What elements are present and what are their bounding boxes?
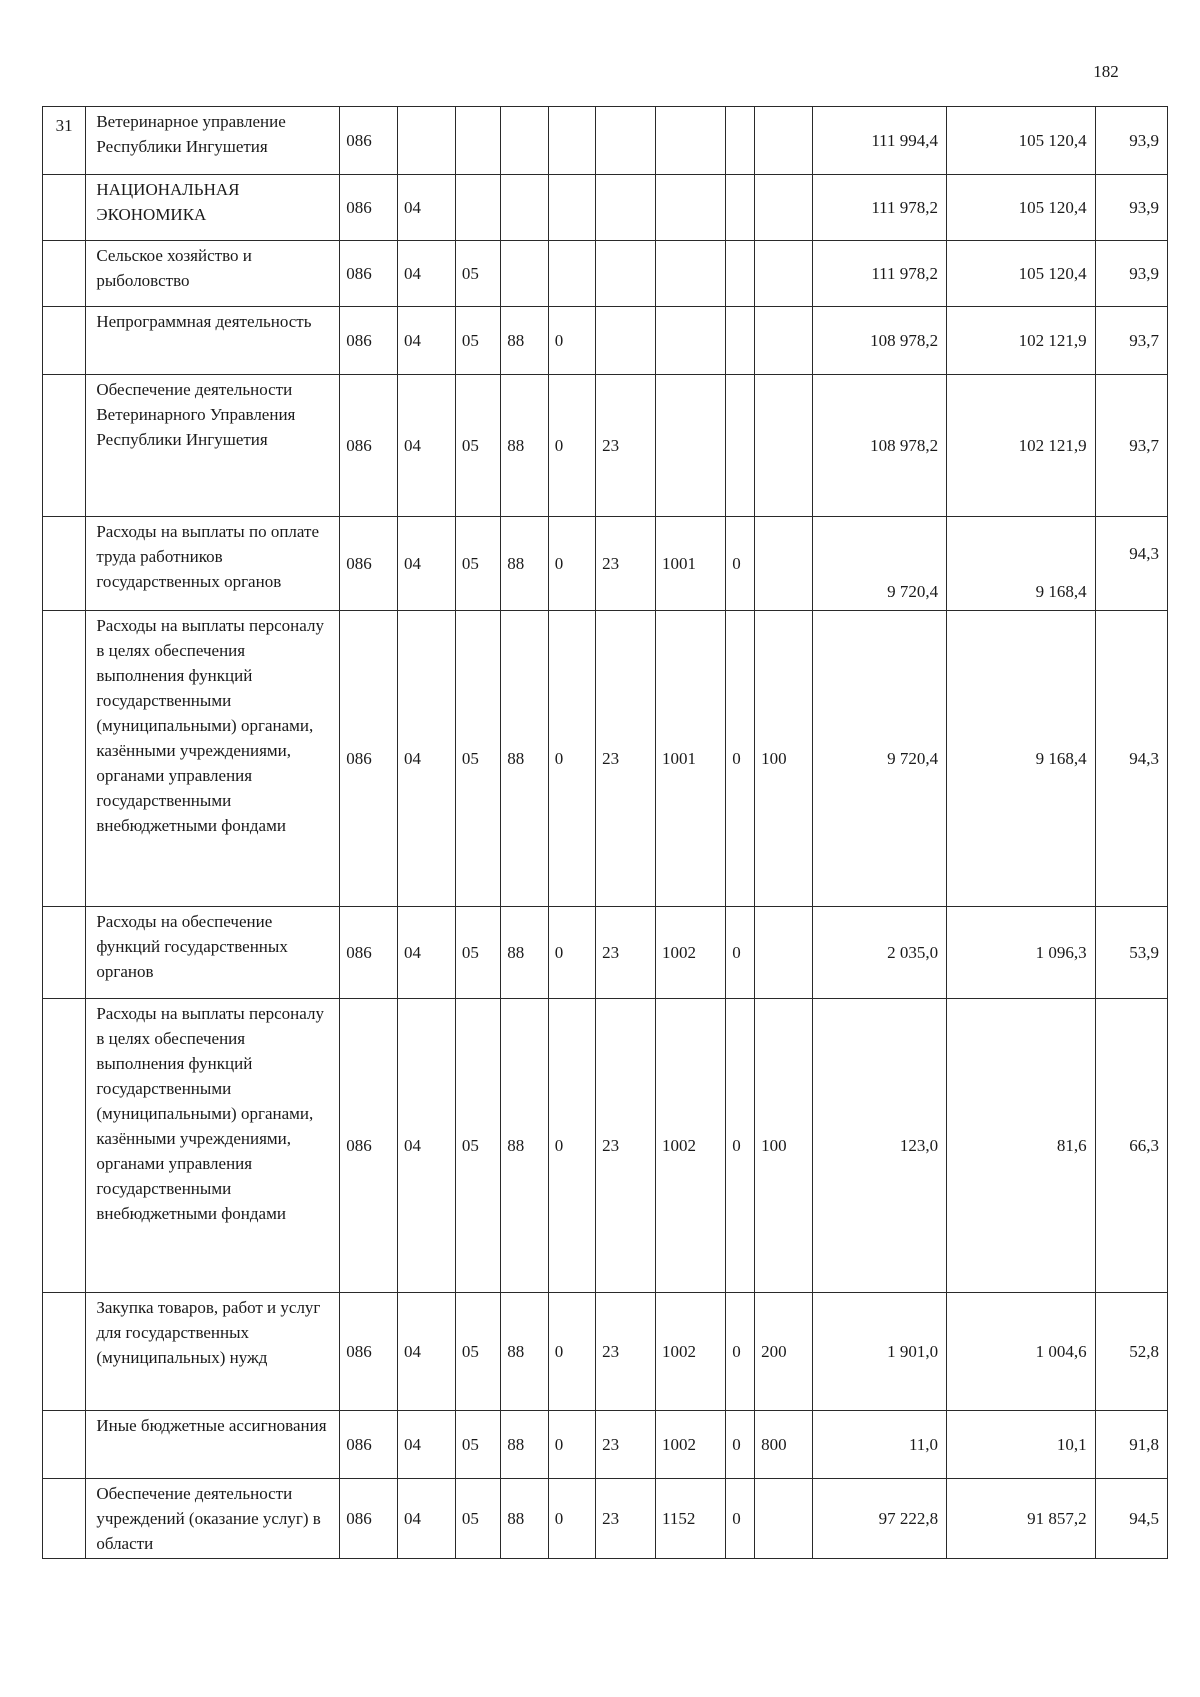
percent-executed: 66,3 [1095, 999, 1167, 1293]
percent-executed: 94,5 [1095, 1479, 1167, 1559]
table-row [43, 517, 1168, 611]
direction-code [656, 375, 726, 517]
program-code [501, 107, 548, 175]
direction-suffix: 0 [726, 1479, 755, 1559]
plan-amount: 2 035,0 [812, 907, 946, 999]
fact-amount: 9 168,4 [947, 517, 1096, 611]
direction-code: 1002 [656, 999, 726, 1293]
direction-suffix: 0 [726, 999, 755, 1293]
fact-amount: 105 120,4 [947, 175, 1096, 241]
expense-type-code [755, 517, 813, 611]
percent-executed: 93,7 [1095, 375, 1167, 517]
program-code: 88 [501, 1411, 548, 1479]
row-name: Расходы на выплаты персоналу в целях обеспечения выполнения функций государственными (муниципальными) органами, казёнными учреждениями, органами управления государственными внебюджетными фондами [86, 999, 340, 1293]
expense-type-code: 100 [755, 611, 813, 907]
percent-executed: 93,9 [1095, 241, 1167, 307]
row-index [43, 611, 86, 907]
activity-code: 23 [596, 611, 656, 907]
fact-amount: 105 120,4 [947, 241, 1096, 307]
direction-code: 1002 [656, 1293, 726, 1411]
subsection-code: 05 [455, 999, 500, 1293]
expense-type-code [755, 175, 813, 241]
table-row [43, 1411, 1168, 1479]
expense-type-code [755, 375, 813, 517]
expense-type-code [755, 307, 813, 375]
fact-amount: 102 121,9 [947, 375, 1096, 517]
admin-code: 086 [340, 375, 398, 517]
row-index [43, 1411, 86, 1479]
subprogram-code: 0 [548, 1411, 595, 1479]
direction-code: 1001 [656, 611, 726, 907]
plan-amount: 1 901,0 [812, 1293, 946, 1411]
admin-code: 086 [340, 611, 398, 907]
table-row [43, 375, 1168, 517]
section-code: 04 [398, 999, 456, 1293]
program-code: 88 [501, 907, 548, 999]
admin-code: 086 [340, 175, 398, 241]
subprogram-code [548, 107, 595, 175]
admin-code: 086 [340, 1411, 398, 1479]
percent-executed: 93,9 [1095, 175, 1167, 241]
plan-amount: 111 978,2 [812, 175, 946, 241]
row-name: Обеспечение деятельности Ветеринарного Управления Республики Ингушетия [86, 375, 340, 517]
row-name: Расходы на обеспечение функций государственных органов [86, 907, 340, 999]
section-code: 04 [398, 1293, 456, 1411]
row-name: НАЦИОНАЛЬНАЯ ЭКОНОМИКА [86, 175, 340, 241]
plan-amount: 9 720,4 [812, 611, 946, 907]
section-code: 04 [398, 611, 456, 907]
admin-code: 086 [340, 907, 398, 999]
subprogram-code: 0 [548, 1293, 595, 1411]
fact-amount: 105 120,4 [947, 107, 1096, 175]
fact-amount: 9 168,4 [947, 611, 1096, 907]
table-row [43, 307, 1168, 375]
direction-suffix [726, 307, 755, 375]
admin-code: 086 [340, 517, 398, 611]
subsection-code: 05 [455, 307, 500, 375]
direction-suffix [726, 375, 755, 517]
budget-table [42, 106, 1168, 1559]
plan-amount: 111 994,4 [812, 107, 946, 175]
direction-code: 1152 [656, 1479, 726, 1559]
fact-amount: 1 096,3 [947, 907, 1096, 999]
admin-code: 086 [340, 307, 398, 375]
admin-code: 086 [340, 241, 398, 307]
section-code: 04 [398, 907, 456, 999]
admin-code: 086 [340, 1293, 398, 1411]
plan-amount: 108 978,2 [812, 307, 946, 375]
direction-suffix: 0 [726, 1411, 755, 1479]
table-row [43, 1479, 1168, 1559]
percent-executed: 93,7 [1095, 307, 1167, 375]
fact-amount: 81,6 [947, 999, 1096, 1293]
subprogram-code: 0 [548, 907, 595, 999]
percent-executed: 94,3 [1095, 611, 1167, 907]
expense-type-code [755, 107, 813, 175]
expense-type-code [755, 1479, 813, 1559]
activity-code [596, 307, 656, 375]
subprogram-code: 0 [548, 307, 595, 375]
subsection-code [455, 175, 500, 241]
direction-code: 1001 [656, 517, 726, 611]
subprogram-code: 0 [548, 999, 595, 1293]
activity-code: 23 [596, 1479, 656, 1559]
row-name: Расходы на выплаты по оплате труда работников государственных органов [86, 517, 340, 611]
section-code: 04 [398, 307, 456, 375]
section-code: 04 [398, 1411, 456, 1479]
fact-amount: 1 004,6 [947, 1293, 1096, 1411]
table-row [43, 107, 1168, 175]
program-code: 88 [501, 999, 548, 1293]
subprogram-code [548, 175, 595, 241]
percent-executed: 93,9 [1095, 107, 1167, 175]
direction-code: 1002 [656, 1411, 726, 1479]
direction-suffix [726, 241, 755, 307]
direction-suffix: 0 [726, 611, 755, 907]
expense-type-code: 200 [755, 1293, 813, 1411]
activity-code [596, 107, 656, 175]
subprogram-code: 0 [548, 375, 595, 517]
row-name: Ветеринарное управление Республики Ингушетия [86, 107, 340, 175]
program-code: 88 [501, 307, 548, 375]
plan-amount: 9 720,4 [812, 517, 946, 611]
row-index [43, 307, 86, 375]
program-code: 88 [501, 1479, 548, 1559]
percent-executed: 52,8 [1095, 1293, 1167, 1411]
activity-code [596, 241, 656, 307]
plan-amount: 97 222,8 [812, 1479, 946, 1559]
percent-executed: 94,3 [1095, 517, 1167, 611]
direction-code: 1002 [656, 907, 726, 999]
row-name: Расходы на выплаты персоналу в целях обеспечения выполнения функций государственными (муниципальными) органами, казёнными учреждениями, органами управления государственными внебюджетными фондами [86, 611, 340, 907]
admin-code: 086 [340, 107, 398, 175]
plan-amount: 123,0 [812, 999, 946, 1293]
subprogram-code: 0 [548, 517, 595, 611]
row-name: Закупка товаров, работ и услуг для государственных (муниципальных) нужд [86, 1293, 340, 1411]
section-code: 04 [398, 241, 456, 307]
subsection-code: 05 [455, 517, 500, 611]
row-index [43, 175, 86, 241]
row-index: 31 [43, 107, 86, 175]
subsection-code: 05 [455, 1411, 500, 1479]
table-row [43, 999, 1168, 1293]
subsection-code: 05 [455, 241, 500, 307]
program-code: 88 [501, 517, 548, 611]
subsection-code [455, 107, 500, 175]
table-row [43, 907, 1168, 999]
direction-suffix [726, 175, 755, 241]
section-code: 04 [398, 1479, 456, 1559]
section-code: 04 [398, 175, 456, 241]
fact-amount: 10,1 [947, 1411, 1096, 1479]
program-code [501, 241, 548, 307]
plan-amount: 108 978,2 [812, 375, 946, 517]
activity-code: 23 [596, 1293, 656, 1411]
subsection-code: 05 [455, 1479, 500, 1559]
expense-type-code [755, 907, 813, 999]
row-name: Иные бюджетные ассигнования [86, 1411, 340, 1479]
row-name: Сельское хозяйство и рыболовство [86, 241, 340, 307]
subprogram-code [548, 241, 595, 307]
activity-code: 23 [596, 1411, 656, 1479]
subsection-code: 05 [455, 375, 500, 517]
activity-code: 23 [596, 907, 656, 999]
direction-code [656, 107, 726, 175]
activity-code: 23 [596, 999, 656, 1293]
plan-amount: 11,0 [812, 1411, 946, 1479]
subsection-code: 05 [455, 907, 500, 999]
row-index [43, 999, 86, 1293]
row-name: Обеспечение деятельности учреждений (оказание услуг) в области [86, 1479, 340, 1559]
percent-executed: 53,9 [1095, 907, 1167, 999]
fact-amount: 91 857,2 [947, 1479, 1096, 1559]
admin-code: 086 [340, 999, 398, 1293]
activity-code: 23 [596, 517, 656, 611]
row-index [43, 907, 86, 999]
direction-suffix: 0 [726, 1293, 755, 1411]
direction-code [656, 241, 726, 307]
row-index [43, 1293, 86, 1411]
activity-code: 23 [596, 375, 656, 517]
expense-type-code: 800 [755, 1411, 813, 1479]
row-index [43, 375, 86, 517]
subprogram-code: 0 [548, 611, 595, 907]
admin-code: 086 [340, 1479, 398, 1559]
direction-code [656, 175, 726, 241]
row-index [43, 517, 86, 611]
page-number: 182 [1093, 62, 1119, 81]
section-code [398, 107, 456, 175]
table-row [43, 175, 1168, 241]
direction-suffix [726, 107, 755, 175]
plan-amount: 111 978,2 [812, 241, 946, 307]
direction-suffix: 0 [726, 517, 755, 611]
row-index [43, 241, 86, 307]
section-code: 04 [398, 375, 456, 517]
row-name: Непрограммная деятельность [86, 307, 340, 375]
fact-amount: 102 121,9 [947, 307, 1096, 375]
subsection-code: 05 [455, 611, 500, 907]
table-row [43, 241, 1168, 307]
subprogram-code: 0 [548, 1479, 595, 1559]
table-row [43, 611, 1168, 907]
expense-type-code [755, 241, 813, 307]
section-code: 04 [398, 517, 456, 611]
program-code: 88 [501, 611, 548, 907]
program-code [501, 175, 548, 241]
program-code: 88 [501, 1293, 548, 1411]
direction-code [656, 307, 726, 375]
table-row [43, 1293, 1168, 1411]
row-index [43, 1479, 86, 1559]
expense-type-code: 100 [755, 999, 813, 1293]
percent-executed: 91,8 [1095, 1411, 1167, 1479]
subsection-code: 05 [455, 1293, 500, 1411]
direction-suffix: 0 [726, 907, 755, 999]
program-code: 88 [501, 375, 548, 517]
activity-code [596, 175, 656, 241]
